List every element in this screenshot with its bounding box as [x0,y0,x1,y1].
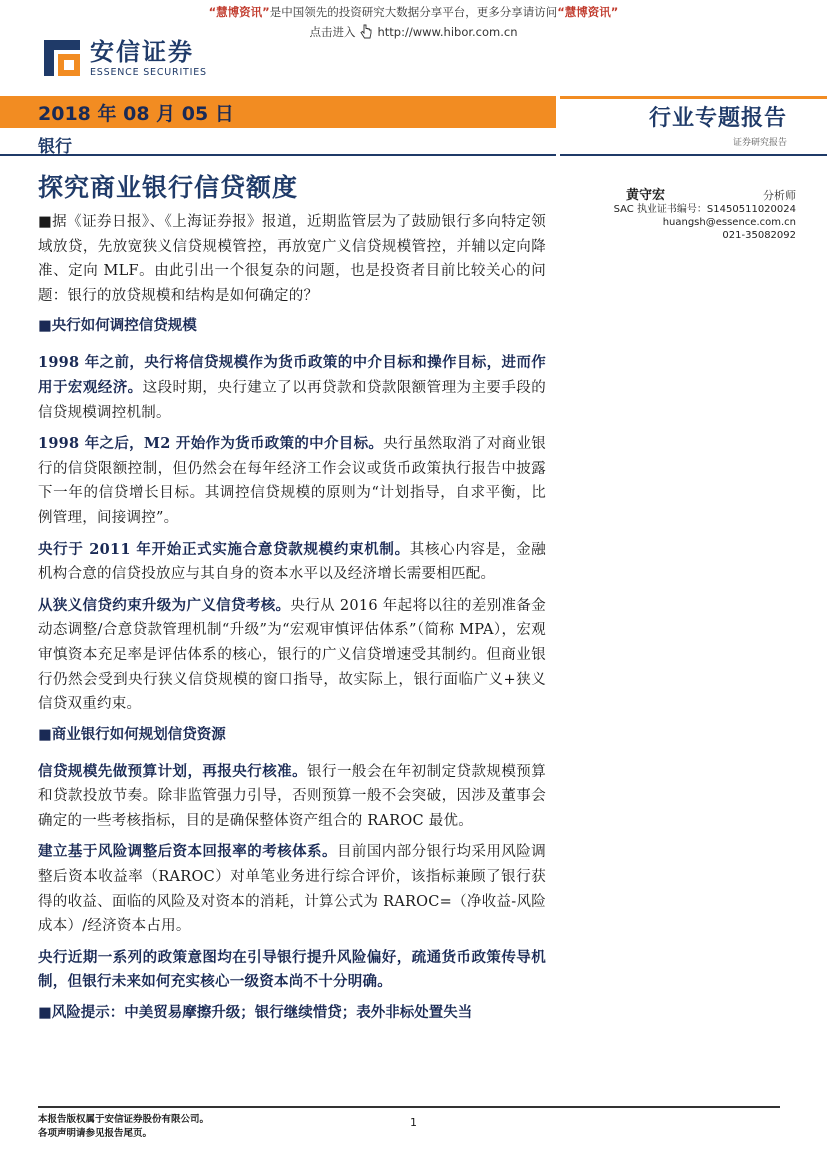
analyst-block [600,184,796,242]
paragraph-lead: 央行于 2011 年开始正式实施合意贷款规模约束机制。 [38,540,410,558]
paragraph-text: 央行虽然取消了对商业银行的信贷限额控制，但仍然会在每年经济工作会议或货币政策执行报告中披露下一年的信贷增长目标。其调控信贷规模的原则为“计划指导，自求平衡，比例管理，间接调控”。 [38,436,547,526]
logo-en: ESSENCE SECURITIES [90,66,207,78]
paragraph-text: 银行一般会在年初制定贷款规模预算和贷款投放节奏。除非监管强力引导，否则预算一般不会突破，因涉及董事会确定的一些考核指标，目的是确保整体资产组合的 RAROC 最优。 [38,763,547,829]
report-date: 2018 年 08 月 05 日 [38,103,234,125]
promo-banner [0,4,827,40]
paragraph-raroc [38,840,546,938]
promo-brand: “慧博资讯” [208,5,270,19]
analyst-email[interactable]: huangsh@essence.com.cn [662,217,796,228]
logo-text [90,39,207,78]
hand-cursor-icon [359,24,373,40]
report-type: 行业专题报告 [648,106,787,131]
risk-warning: ■风险提示：中美贸易摩擦升级；银行继续惜贷；表外非标处置失当 [38,1004,473,1022]
analyst-name-row [600,184,796,203]
essence-logo-icon [42,38,82,78]
paragraph-2011 [38,538,546,587]
paragraph-text: 目前国内部分银行均采用风险调整后资本收益率（RAROC）对单笔业务进行综合评价，该指标兼顾了银行获得的收益、面临的风险及对资本的消耗，计算公式为 RAROC=（净收益-风险成本）/经济资本占用。 [38,844,546,935]
analyst-role: 分析师 [763,189,796,202]
promo-banner-row1 [0,4,827,20]
promo-brand-2: “慧博资讯” [557,5,619,19]
footer-notice: 各项声明请参见报告尾页。 [38,1128,153,1139]
report-sector: 银行 [38,137,72,157]
analyst-sac: SAC 执业证书编号：S1450511020024 [613,204,796,215]
footer-copyright: 本报告版权属于安信证券股份有限公司。 [38,1114,210,1125]
sector-bar [0,130,556,156]
paragraph-mpa [38,594,546,717]
paragraph-1998-after [38,432,546,530]
paragraph-lead: 建立基于风险调整后资本回报率的考核体系。 [38,843,337,861]
intro-paragraph: ■据《证券日报》、《上海证券报》报道，近期监管层为了鼓励银行多向特定领域放贷，先放宽狭义信贷规模管控，再放宽广义信贷规模管控，并辅以定向降准、定向 MLF。由此引出一个很复杂的问题，也是投资者目前比较关心的问题：银行的放贷规模和结构是如何确定的？ [38,214,546,304]
logo-cn: 安信证券 [90,37,194,66]
promo-link-url[interactable]: http://www.hibor.com.cn [377,25,518,39]
report-body [38,210,546,1038]
page-number: 1 [410,1116,417,1129]
footer-divider [38,1106,780,1108]
section-heading-commercial-banks: ■商业银行如何规划信贷资源 [38,725,226,743]
paragraph-text: 其核心内容是，金融机构合意的信贷投放应与其自身的资本水平以及经济增长需要相匹配。 [38,541,547,583]
company-logo [42,38,207,78]
paragraph-lead: 从狭义信贷约束升级为广义信贷考核。 [38,596,291,614]
paragraph-text: 这段时期，央行建立了以再贷款和贷款限额管理为主要手段的信贷规模调控机制。 [38,379,547,421]
report-subtype: 证券研究报告 [732,138,787,148]
paragraph-1998-before [38,351,546,425]
promo-text: 是中国领先的投资研究大数据分享平台，更多分享请访问 [269,5,558,19]
paragraph-lead: 信贷规模先做预算计划，再报央行核准。 [38,762,308,780]
analyst-phone: 021-35082092 [722,230,796,241]
paragraph-text: 央行从 2016 年起将以往的差别准备金动态调整/合意贷款管理机制“升级”为“宏观审慎评估体系”（简称 MPA），宏观审慎资本充足率是评估体系的核心，银行的广义信贷增速受其制约。但商业银行仍然会受到央行狭义信贷规模的窗口指导，故实际上，银行面临广义+狭义信贷双重约束。 [38,597,547,713]
analyst-name: 黄守宏 [626,188,666,203]
section-heading-central-bank: ■央行如何调控信贷规模 [38,317,197,335]
paragraph-lead: 1998 年之后，M2 开始作为货币政策的中介目标。 [38,435,384,453]
paragraph-lead: 1998 年之前，央行将信贷规模作为货币政策的中介目标和操作目标，进而作用于宏观经济。 [38,354,546,396]
paragraph-budget [38,760,546,834]
page-title: 探究商业银行信贷额度 [38,173,299,202]
paragraph-conclusion: 央行近期一系列的政策意图均在引导银行提升风险偏好，疏通货币政策传导机制，但银行未来如何充实核心一级资本尚不十分明确。 [38,948,546,991]
promo-link-prefix[interactable]: 点击进入 [309,25,356,39]
footer-disclaimer [38,1113,209,1141]
